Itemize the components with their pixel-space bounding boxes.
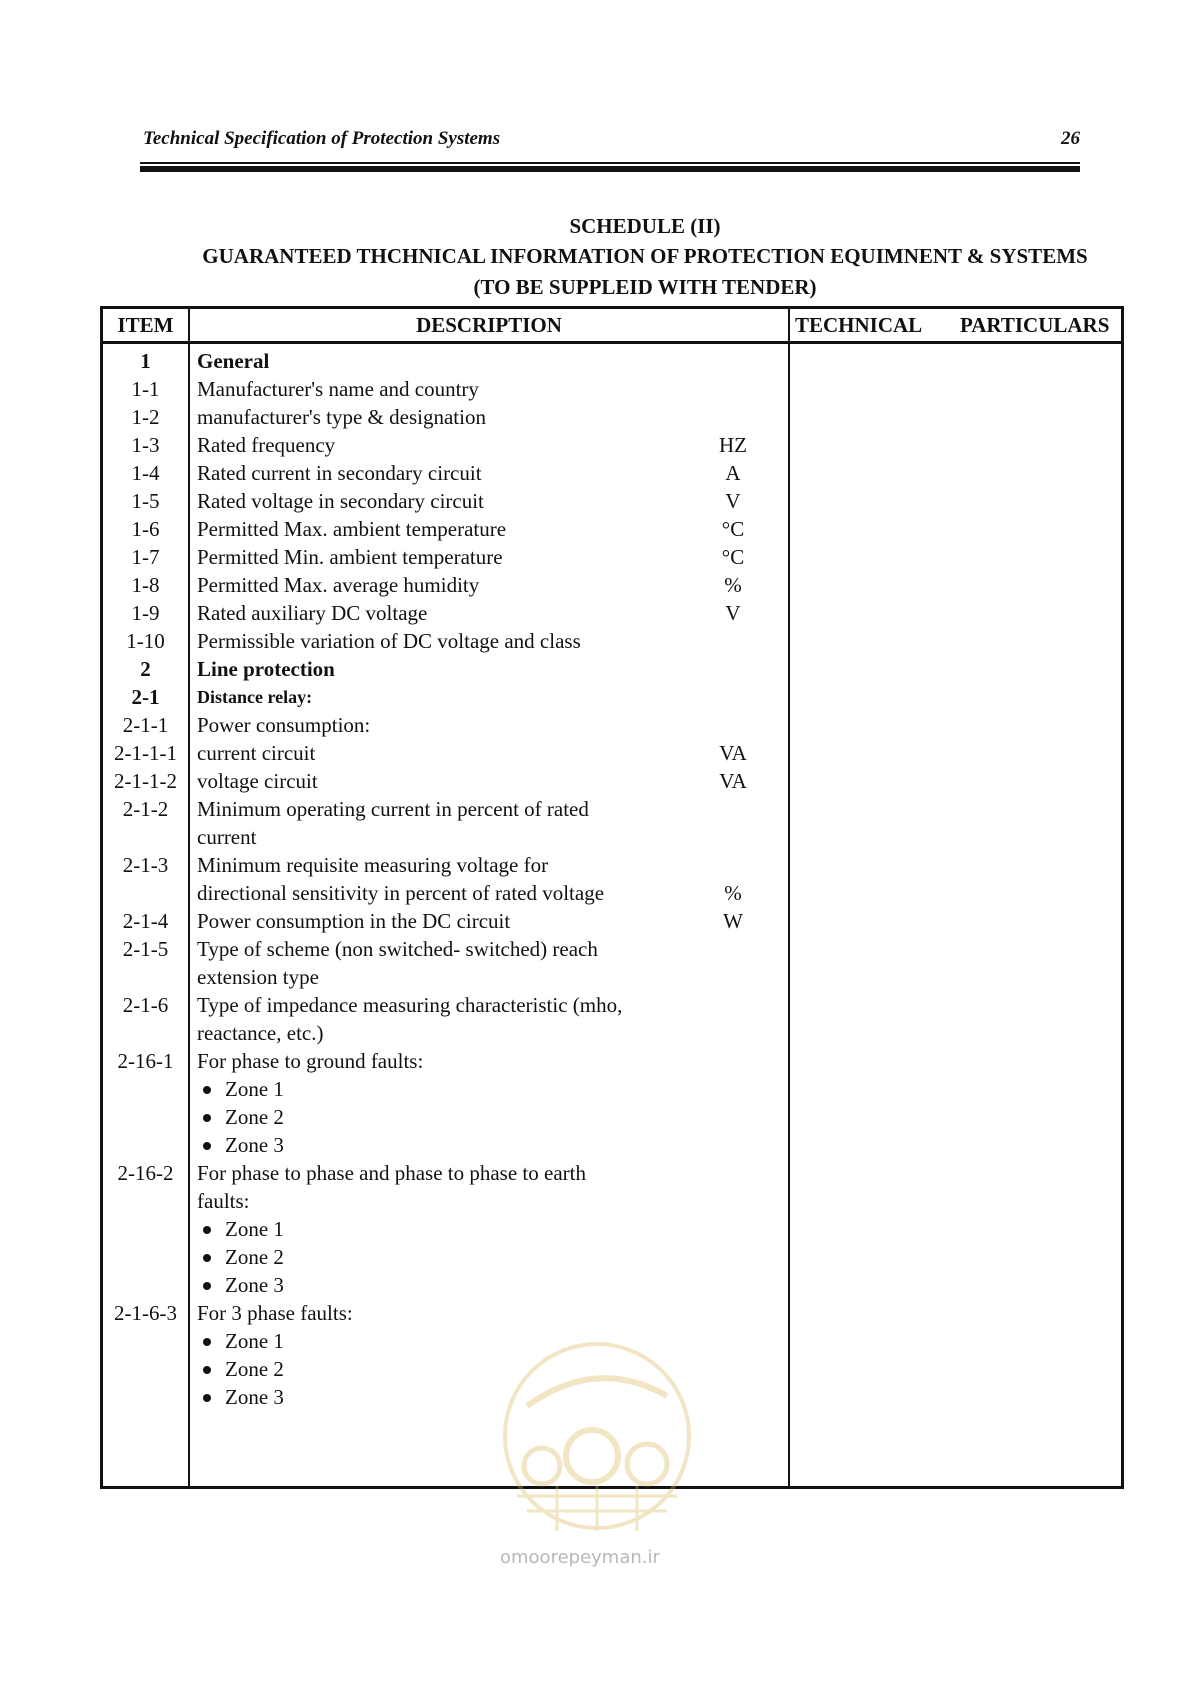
row-description: directional sensitivity in percent of rated voltage xyxy=(197,881,605,905)
row-description: Zone 1 xyxy=(225,1217,284,1241)
table-row xyxy=(103,1074,1121,1104)
row-unit: HZ xyxy=(719,433,747,457)
row-description: For phase to ground faults: xyxy=(197,1049,424,1073)
row-item-number: 2-1-1-1 xyxy=(114,741,177,765)
row-item-number: 1-10 xyxy=(126,629,165,653)
row-item-number: 2-1-4 xyxy=(122,909,169,933)
row-item-number: 2-1-6 xyxy=(122,993,169,1017)
table-row xyxy=(103,458,1121,488)
row-description: reactance, etc.) xyxy=(197,1021,324,1045)
table-row xyxy=(103,1242,1121,1272)
row-description: faults: xyxy=(197,1189,250,1213)
row-unit: % xyxy=(724,881,742,905)
row-item-number: 1 xyxy=(140,349,151,373)
bullet-icon xyxy=(203,1226,211,1234)
bullet-icon xyxy=(203,1338,211,1346)
row-description: current circuit xyxy=(197,741,316,765)
row-description: For 3 phase faults: xyxy=(197,1301,353,1325)
table-row xyxy=(103,738,1121,768)
table-row xyxy=(103,962,1121,992)
row-description: Manufacturer's name and country xyxy=(197,377,479,401)
row-item-number: 1-2 xyxy=(131,405,160,429)
table-row xyxy=(103,878,1121,908)
row-description: Zone 2 xyxy=(225,1357,284,1381)
row-item-number: 1-9 xyxy=(131,601,160,625)
row-description: Type of impedance measuring characteristic (mho, xyxy=(197,993,623,1017)
row-item-number: 2-16-2 xyxy=(117,1161,174,1185)
table-row xyxy=(103,430,1121,460)
row-item-number: 2 xyxy=(140,657,151,681)
table-row xyxy=(103,1046,1121,1076)
row-unit: % xyxy=(724,573,742,597)
column-header-item: ITEM xyxy=(117,313,174,337)
row-description: Permitted Min. ambient temperature xyxy=(197,545,503,569)
table-row xyxy=(103,570,1121,600)
table-row xyxy=(103,710,1121,740)
table-row xyxy=(103,1102,1121,1132)
table-row xyxy=(103,626,1121,656)
row-item-number: 2-1-1 xyxy=(122,713,169,737)
table-row xyxy=(103,1298,1121,1328)
row-item-number: 2-16-1 xyxy=(117,1049,174,1073)
row-item-number: 2-1-5 xyxy=(122,937,169,961)
row-item-number: 2-1-2 xyxy=(122,797,169,821)
row-description: Power consumption in the DC circuit xyxy=(197,909,511,933)
bullet-icon xyxy=(203,1394,211,1402)
row-bullet-item xyxy=(197,1130,284,1160)
table-row xyxy=(103,850,1121,880)
row-item-number: 1-3 xyxy=(131,433,160,457)
row-description: Power consumption: xyxy=(197,713,371,737)
header-rule-thin xyxy=(140,162,1080,164)
row-description: Rated voltage in secondary circuit xyxy=(197,489,484,513)
row-description: Zone 2 xyxy=(225,1105,284,1129)
table-row xyxy=(103,654,1121,684)
row-description: Minimum operating current in percent of rated xyxy=(197,797,589,821)
table-row xyxy=(103,542,1121,572)
row-description: Zone 3 xyxy=(225,1385,284,1409)
page-number: 26 xyxy=(1061,128,1080,149)
row-item-number: 1-5 xyxy=(131,489,160,513)
watermark-text: omoorepeyman.ir xyxy=(500,1547,660,1568)
row-description: Rated frequency xyxy=(197,433,336,457)
row-description: voltage circuit xyxy=(197,769,318,793)
row-unit: V xyxy=(725,489,741,513)
row-item-number: 1-4 xyxy=(131,461,160,485)
row-item-number: 2-1-1-2 xyxy=(114,769,177,793)
table-row xyxy=(103,906,1121,936)
bullet-icon xyxy=(203,1282,211,1290)
column-header-particulars: PARTICULARS xyxy=(960,313,1110,337)
row-bullet-item xyxy=(197,1270,284,1300)
table-row xyxy=(103,990,1121,1020)
row-item-number: 2-1-3 xyxy=(122,853,169,877)
table-row xyxy=(103,346,1121,376)
bullet-icon xyxy=(203,1114,211,1122)
row-description: Zone 3 xyxy=(225,1273,284,1297)
row-description: manufacturer's type & designation xyxy=(197,405,486,429)
row-description: Rated current in secondary circuit xyxy=(197,461,482,485)
row-unit: V xyxy=(725,601,741,625)
row-description: Rated auxiliary DC voltage xyxy=(197,601,428,625)
table-row xyxy=(103,514,1121,544)
row-description: Permissible variation of DC voltage and class xyxy=(197,629,581,653)
row-description: Distance relay: xyxy=(197,687,313,707)
row-description: Minimum requisite measuring voltage for xyxy=(197,853,549,877)
row-description: Zone 1 xyxy=(225,1077,284,1101)
row-description: Zone 3 xyxy=(225,1133,284,1157)
header-row-divider xyxy=(103,341,1121,344)
bullet-icon xyxy=(203,1254,211,1262)
row-description: Permitted Max. average humidity xyxy=(197,573,480,597)
running-header-title: Technical Specification of Protection Systems xyxy=(143,128,501,149)
watermark-logo-icon xyxy=(487,1336,707,1536)
row-item-number: 1-7 xyxy=(131,545,160,569)
row-bullet-item xyxy=(197,1102,284,1132)
table-row xyxy=(103,486,1121,516)
table-row xyxy=(103,1214,1121,1244)
specification-table xyxy=(100,306,1124,1489)
row-description: Type of scheme (non switched- switched) reach xyxy=(197,937,598,961)
row-bullet-item xyxy=(197,1074,284,1104)
row-description: For phase to phase and phase to phase to earth xyxy=(197,1161,586,1185)
row-item-number: 1-8 xyxy=(131,573,160,597)
table-row xyxy=(103,1018,1121,1048)
table-row xyxy=(103,598,1121,628)
row-description: Line protection xyxy=(197,657,335,681)
row-unit: °C xyxy=(721,517,745,541)
table-row xyxy=(103,402,1121,432)
schedule-note: (TO BE SUPPLEID WITH TENDER) xyxy=(473,275,817,299)
row-description: Zone 2 xyxy=(225,1245,284,1269)
table-row xyxy=(103,822,1121,852)
row-item-number: 1-6 xyxy=(131,517,160,541)
row-description: Permitted Max. ambient temperature xyxy=(197,517,507,541)
row-item-number: 2-1 xyxy=(131,685,160,709)
bullet-icon xyxy=(203,1086,211,1094)
table-row xyxy=(103,1186,1121,1216)
row-unit: VA xyxy=(719,741,747,765)
table-row xyxy=(103,794,1121,824)
row-description: General xyxy=(197,349,270,373)
row-item-number: 2-1-6-3 xyxy=(114,1301,177,1325)
schedule-title: SCHEDULE (II) xyxy=(569,214,721,238)
row-bullet-item xyxy=(197,1242,284,1272)
table-row xyxy=(103,682,1121,712)
bullet-icon xyxy=(203,1142,211,1150)
row-unit: °C xyxy=(721,545,745,569)
table-row xyxy=(103,1158,1121,1188)
schedule-heading: GUARANTEED THCHNICAL INFORMATION OF PROTECTION EQUIMNENT & SYSTEMS xyxy=(202,244,1088,268)
row-unit: W xyxy=(723,909,743,933)
row-unit: VA xyxy=(719,769,747,793)
table-row xyxy=(103,1130,1121,1160)
row-description: current xyxy=(197,825,257,849)
row-unit: A xyxy=(725,461,741,485)
table-row xyxy=(103,1270,1121,1300)
row-bullet-item xyxy=(197,1214,284,1244)
row-description: extension type xyxy=(197,965,319,989)
row-item-number: 1-1 xyxy=(131,377,160,401)
column-header-description: DESCRIPTION xyxy=(416,313,562,337)
table-row xyxy=(103,374,1121,404)
bullet-icon xyxy=(203,1366,211,1374)
column-header-technical: TECHNICAL xyxy=(795,313,923,337)
row-description: Zone 1 xyxy=(225,1329,284,1353)
row-bullet-item xyxy=(197,1382,284,1412)
table-row xyxy=(103,766,1121,796)
row-bullet-item xyxy=(197,1354,284,1384)
row-bullet-item xyxy=(197,1326,284,1356)
table-row xyxy=(103,934,1121,964)
header-rule-thick xyxy=(140,166,1080,172)
